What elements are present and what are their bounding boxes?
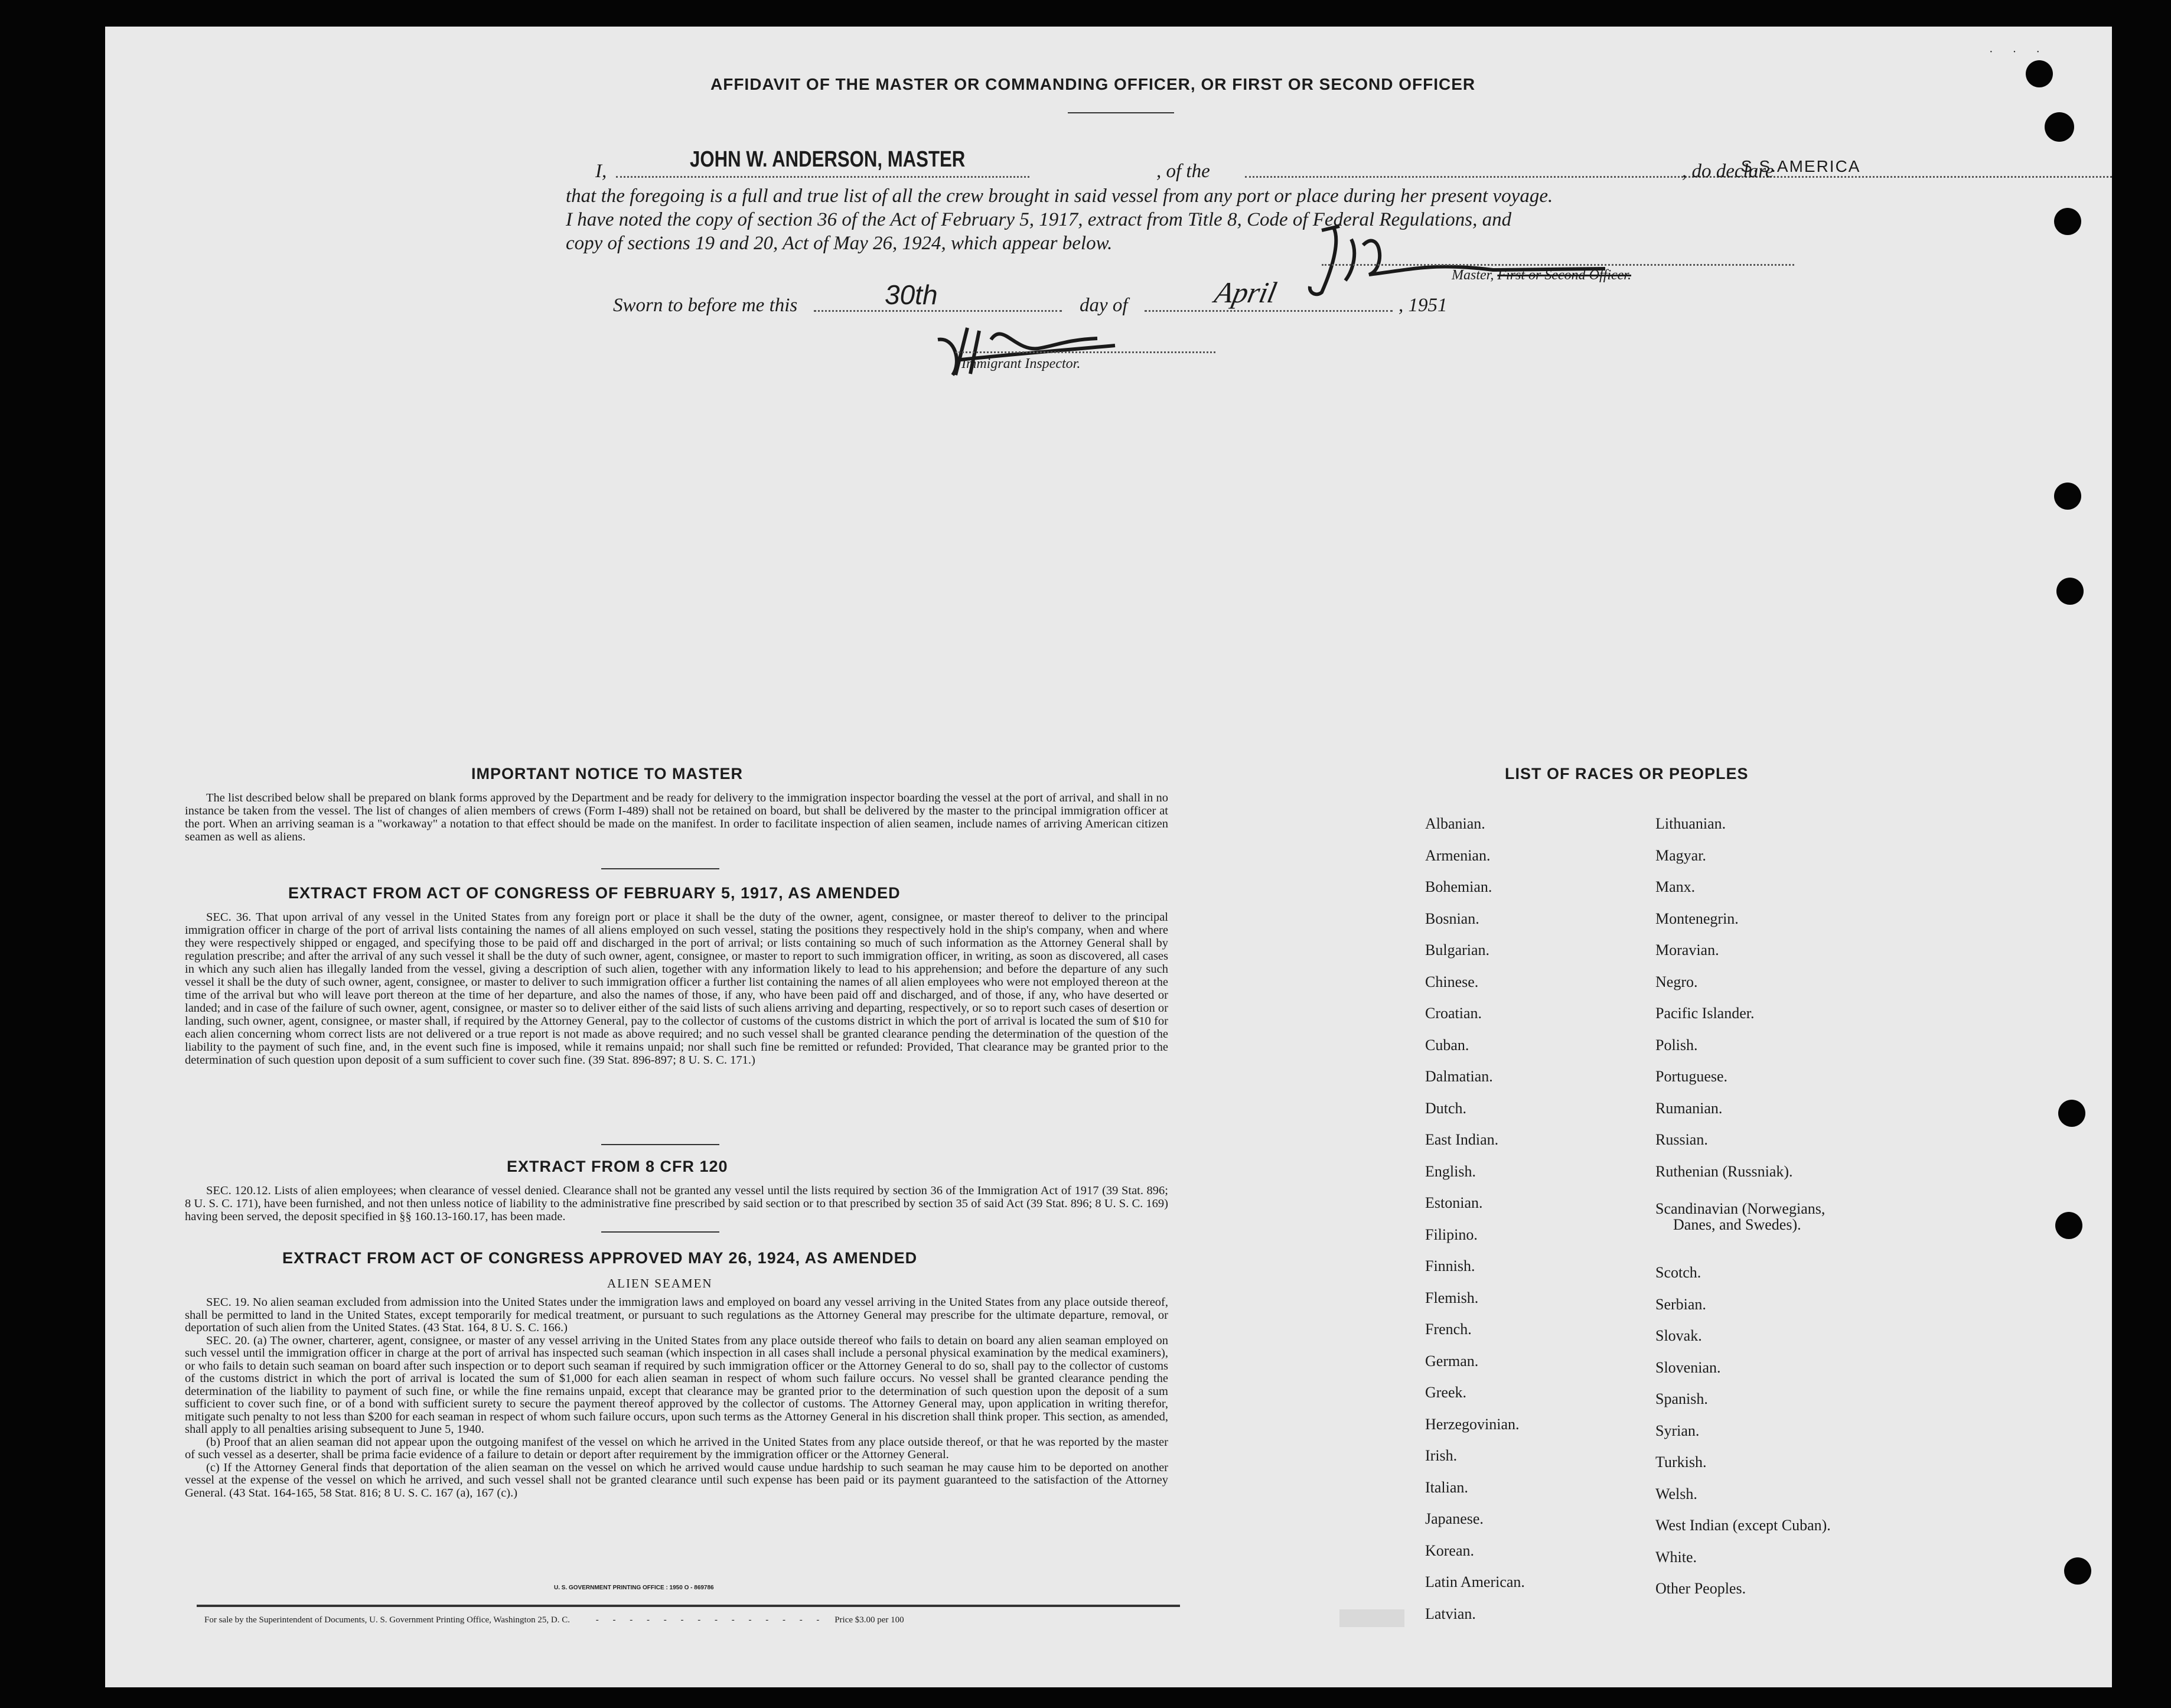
punch-hole <box>2055 1212 2082 1239</box>
footer-sale-note: For sale by the Superintendent of Documents, U. S. Government Printing Office, Washington 25, D. C. <box>204 1615 570 1625</box>
footer-line <box>204 1615 1185 1625</box>
declarant-line <box>616 176 1029 178</box>
affidavit-title: AFFIDAVIT OF THE MASTER OR COMMANDING OFFICER, OR FIRST OR SECOND OFFICER <box>710 75 1476 93</box>
race-item: Bohemian. <box>1425 878 1492 895</box>
race-item: Latvian. <box>1425 1605 1476 1622</box>
inspector-line <box>956 351 1215 353</box>
race-item: Other Peoples. <box>1655 1580 1746 1597</box>
extract-1924-body <box>185 1296 1168 1500</box>
race-item: German. <box>1425 1352 1479 1370</box>
section-20a-paragraph: SEC. 20. (a) The owner, charterer, agent, consignee, or master of any vessel arriving in the United States from any place outside thereof who fails to detain on board any alien seaman employed on such vessel until the immigration officer in charge at the port of arrival has inspected such seaman (which inspection in all cases shall include a personal physical examination by the medical examiners), or who fails to detain such seaman on board after such inspection or to deport such seaman if required by such immigration officer or the Attorney General to do so, shall pay to the collector of customs of the customs district in which the port of arrival is located the sum of $1,000 for each alien seaman in respect of whom such failure occurs. No vessel shall be granted clearance pending the determination of the liability to payment of such fine, or while the fine remains unpaid, except that clearance may be granted prior to the determination of such question upon the deposit of a sum sufficient to cover such fine, or of a bond with sufficient surety to secure the payment thereof approved by the collector of customs. The Attorney General may, upon application in writing therefor, mitigate such penalty to not less than $200 for each seaman in respect of whom such failure occurs, upon such terms as the Attorney General in his discretion shall think proper. This section, as amended, shall apply to all penalties arising subsequent to June 5, 1940. <box>185 1334 1168 1436</box>
race-item: Syrian. <box>1655 1422 1700 1439</box>
punch-hole <box>2064 1557 2091 1585</box>
month-line <box>1145 310 1393 312</box>
extract-1917-divider <box>601 1144 719 1145</box>
race-item: Scandinavian (Norwegians, <box>1655 1200 1826 1217</box>
punch-hole <box>2026 60 2053 87</box>
race-item: Montenegrin. <box>1655 910 1739 927</box>
do-declare-label: , do declare <box>1682 161 1774 182</box>
race-item: Pacific Islander. <box>1655 1005 1755 1022</box>
section-20c-paragraph: (c) If the Attorney General finds that deportation of the alien seaman on the vessel on which he arrived would cause undue hardship to such seaman he may cause him to be deported on another vessel at the expense of the vessel on which he arrived, and such vessel shall not be granted clearance until such expense has been paid or its payment guaranteed to the satisfaction of the Attorney General. (43 Stat. 164-165, 58 Stat. 816; 8 U. S. C. 167 (a), 167 (c).) <box>185 1461 1168 1500</box>
race-item: White. <box>1655 1548 1697 1566</box>
race-item: Lithuanian. <box>1655 815 1726 832</box>
race-item: Flemish. <box>1425 1289 1479 1306</box>
scan-mark: · · · <box>1989 45 2048 58</box>
race-item: Greek. <box>1425 1384 1467 1401</box>
section-19-paragraph: SEC. 19. No alien seaman excluded from admission into the United States under the immigration laws and employed on board any vessel arriving in the United States from any place outside thereof, shall be permitted to land in the United States, except temporarily for medical treatment, or pursuant to such regulations as the Attorney General may prescribe for the ultimate departure, removal, or deportation of such alien from the United States. (43 Stat. 164, 8 U. S. C. 166.) <box>185 1296 1168 1334</box>
race-item: Portuguese. <box>1655 1068 1728 1085</box>
struck-caption: First or Second Officer. <box>1497 268 1631 283</box>
footer-rule <box>197 1605 1180 1607</box>
race-item: Japanese. <box>1425 1510 1484 1527</box>
race-item: Serbian. <box>1655 1295 1706 1313</box>
race-item: Rumanian. <box>1655 1099 1723 1117</box>
race-item: Manx. <box>1655 878 1696 895</box>
affidavit-line-2: that the foregoing is a full and true list of all the crew brought in said vessel from any port or place during her present voyage. <box>566 185 1553 207</box>
race-item: Armenian. <box>1425 846 1491 864</box>
race-item: Finnish. <box>1425 1257 1475 1275</box>
notice-divider <box>601 868 719 869</box>
race-item: Cuban. <box>1425 1036 1469 1054</box>
race-item: Dalmatian. <box>1425 1068 1493 1085</box>
punch-hole <box>2056 578 2084 605</box>
extract-cfr-title: EXTRACT FROM 8 CFR 120 <box>507 1158 728 1175</box>
race-item: Turkish. <box>1655 1453 1707 1471</box>
race-item: Magyar. <box>1655 846 1706 864</box>
title-divider <box>1068 112 1174 113</box>
race-item: Scotch. <box>1655 1264 1701 1281</box>
race-item: Herzegovinian. <box>1425 1415 1520 1433</box>
race-item: Russian. <box>1655 1131 1708 1148</box>
notice-title: IMPORTANT NOTICE TO MASTER <box>471 765 743 783</box>
sworn-year: , 1951 <box>1399 295 1448 316</box>
race-item: Italian. <box>1425 1478 1468 1496</box>
punch-hole <box>2058 1100 2085 1127</box>
section-36-paragraph: SEC. 36. That upon arrival of any vessel in the United States from any foreign port or place it shall be the duty of the owner, agent, consignee, or master thereof to deliver to the principal immigration officer in charge of the port of arrival lists containing the names of all aliens employed on such vessel, stating the positions they respectively hold in the ship's company, when and where they were respectively shipped or engaged, and specifying those to be paid off and discharged in the port of arrival; or lists containing so much of such information as the Attorney General shall by regulation prescribe; and after the arrival of any such vessel it shall be the duty of such owner, agent, consignee, or master to report to such immigration officer, in writing, as soon as discovered, all cases in which any such alien has illegally landed from the vessel, giving a description of such alien, together with any information likely to lead to his apprehension; and before the departure of any such vessel it shall be the duty of such owner, agent, consignee, or master to deliver to such immigration officer a further list containing the names of all alien employees who were not employed thereon at the time of the arrival but who will leave port thereon at the time of her departure, and also the names of those, if any, who have been paid off and discharged, and of those, if any, who have deserted or landed; and in case of the failure of such owner, agent, consignee, or master so to deliver either of the said lists of such aliens arriving and departing, respectively, or so to report such cases of desertion or landing, such owner, agent, consignee, or master shall, if required by the Attorney General, pay to the collector of customs of the customs district in which the port of arrival is located the sum of $10 for each alien concerning whom correct lists are not delivered or a true report is not made as above required; and no such vessel shall be granted clearance pending the determination of the question of the liability to the payment of such fine, and, in the event such fine is imposed, while it remains unpaid; nor shall such fine be remitted or refunded: Provided, That clearance may be granted prior to the determination of such question upon deposit of a sum sufficient to cover such fine. (39 Stat. 896-897; 8 U. S. C. 171.) <box>185 911 1168 1067</box>
race-item: Slovenian. <box>1655 1358 1721 1376</box>
scan-mark <box>1339 1609 1404 1627</box>
race-item: Bulgarian. <box>1425 941 1490 959</box>
sworn-month: April <box>1212 276 1280 309</box>
punch-hole <box>2054 208 2081 235</box>
section-20b-paragraph: (b) Proof that an alien seaman did not appear upon the outgoing manifest of the vessel on which he arrived in the United States from any place outside thereof, or that he was reported by the master of such vessel as a deserter, shall be prima facie evidence of a failure to detain or deport after requirement by the immigration officer or the Attorney General. <box>185 1435 1168 1461</box>
master-caption: Master, <box>1452 268 1494 283</box>
extract-1917-body <box>185 911 1168 1067</box>
master-signature <box>1298 204 1712 298</box>
printing-office-imprint: U. S. GOVERNMENT PRINTING OFFICE : 1950 O - 869786 <box>554 1585 714 1591</box>
race-item: Welsh. <box>1655 1485 1697 1502</box>
race-item: Moravian. <box>1655 941 1719 959</box>
punch-hole <box>2054 483 2081 510</box>
race-item: Irish. <box>1425 1447 1458 1464</box>
footer-price: Price $3.00 per 100 <box>835 1615 904 1625</box>
races-title: LIST OF RACES OR PEOPLES <box>1505 765 1749 783</box>
extract-1917-title: EXTRACT FROM ACT OF CONGRESS OF FEBRUARY 5, 1917, AS AMENDED <box>288 884 901 902</box>
race-item: Polish. <box>1655 1036 1698 1054</box>
race-item: Latin American. <box>1425 1573 1525 1590</box>
race-item: Filipino. <box>1425 1225 1478 1243</box>
form-sheet <box>105 27 2112 1687</box>
sworn-prefix: Sworn to before me this <box>613 295 798 316</box>
race-item: Ruthenian (Russniak). <box>1655 1162 1793 1180</box>
day-of-label: day of <box>1080 295 1128 316</box>
notice-body <box>185 791 1168 843</box>
race-item: Dutch. <box>1425 1099 1467 1117</box>
race-item: Spanish. <box>1655 1390 1708 1407</box>
vessel-line <box>1245 176 2112 178</box>
sworn-day: 30th <box>885 279 938 310</box>
signature-line <box>1322 264 1794 266</box>
section-120-paragraph: SEC. 120.12. Lists of alien employees; when clearance of vessel denied. Clearance shall not be granted any vessel until the lists required by section 36 of the Immigration Act of 1917 (39 Stat. 896; 8 U. S. C. 171), have been furnished, and not then unless notice of liability to the administrative fine prescribed by said section or to that prescribed by section 35 of said Act (39 Stat. 896; 8 U. S. C. 169) having been served, the deposit specified in §§ 160.13-160.17, has been made. <box>185 1184 1168 1223</box>
affidavit-line-4: copy of sections 19 and 20, Act of May 26, 1924, which appear below. <box>566 233 1113 254</box>
race-item: Estonian. <box>1425 1194 1483 1211</box>
declarant-prefix: I, <box>595 161 607 182</box>
race-item: Croatian. <box>1425 1005 1482 1022</box>
of-the-label: , of the <box>1156 161 1210 182</box>
notice-paragraph: The list described below shall be prepared on blank forms approved by the Department and be ready for delivery to the immigration inspector boarding the vessel at the port of arrival, and shall in no instance be taken from the vessel. The list of changes of alien members of crews (Form I-489) shall not be retained on board, but shall be delivered by the master to the principal immigration officer at the port. When an arriving seaman is a "workaway" a notation to that effect should be made on the manifest. In order to facilitate inspection of alien seamen, include names of arriving American citizen seamen as well as aliens. <box>185 791 1168 843</box>
footer-dashes: - - - - - - - - - - - - - - <box>595 1615 826 1625</box>
race-item: Danes, and Swedes). <box>1673 1216 1801 1233</box>
race-item: English. <box>1425 1162 1476 1180</box>
race-item: West Indian (except Cuban). <box>1655 1517 1831 1534</box>
race-item: French. <box>1425 1321 1472 1338</box>
affidavit-line-3: I have noted the copy of section 36 of the Act of February 5, 1917, extract from Title 8, Code of Federal Regulations, and <box>566 209 1512 230</box>
inspector-caption: Immigrant Inspector. <box>961 356 1081 371</box>
race-item: Albanian. <box>1425 815 1485 832</box>
race-item: Slovak. <box>1655 1327 1702 1344</box>
extract-cfr-body <box>185 1184 1168 1223</box>
race-item: Negro. <box>1655 973 1698 990</box>
vessel-name: S.S.AMERICA <box>1741 157 1861 175</box>
extract-1924-title: EXTRACT FROM ACT OF CONGRESS APPROVED MAY 26, 1924, AS AMENDED <box>282 1249 918 1267</box>
signature-caption <box>1452 268 1631 283</box>
race-item: East Indian. <box>1425 1131 1499 1148</box>
alien-seamen-subtitle: ALIEN SEAMEN <box>607 1276 713 1290</box>
race-item: Chinese. <box>1425 973 1479 990</box>
punch-hole <box>2045 112 2074 142</box>
declarant-name: JOHN W. ANDERSON, MASTER <box>690 147 966 172</box>
race-item: Bosnian. <box>1425 910 1479 927</box>
race-item: Korean. <box>1425 1541 1475 1559</box>
extract-cfr-divider <box>601 1231 719 1233</box>
